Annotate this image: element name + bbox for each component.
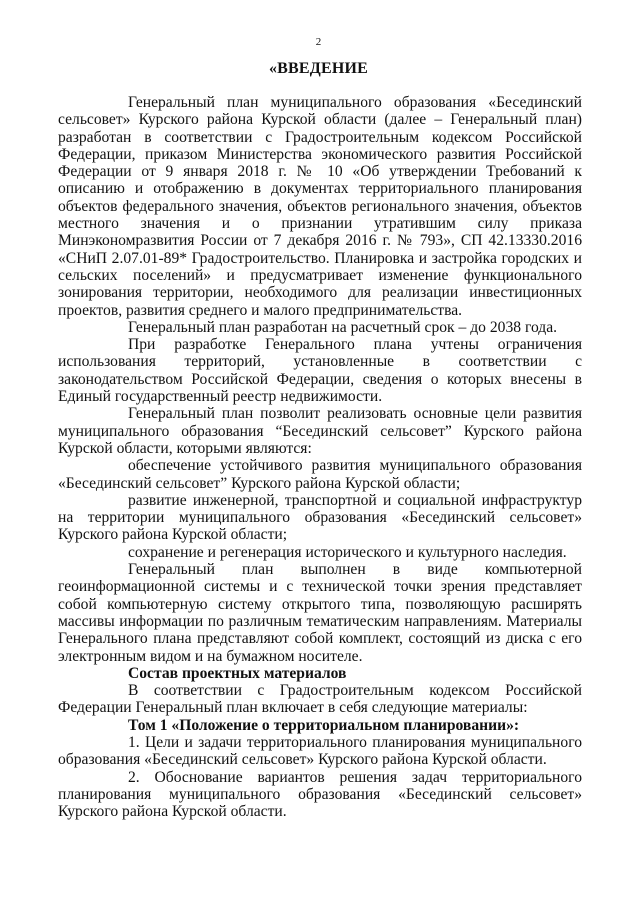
goal-item-heritage: сохранение и регенерация исторического и культурного наследия. (128, 543, 567, 561)
section-intro: В соответствии с Градостроительным кодексом Российской Федерации Генеральный план включает в себя следующие материалы: (58, 682, 582, 717)
document-body (58, 94, 582, 820)
goal-item-sustainable-development: обеспечение устойчивого развития муниципального образования «Бесединский сельсовет” Курского района Курской области; (58, 457, 582, 492)
paragraph-gis: Генеральный план выполнен в виде компьютерной геоинформационной системы и с технической точки зрения представляет собой компьютерную систему открытого типа, позволяющую расширять массивы информации по различным тематическим направлениям. Материалы Генерального плана представляют собой комплект, состоящий из диска с его электронным видом и на бумажном носителе. (58, 561, 582, 665)
document-title: «ВВЕДЕНИЕ (268, 60, 369, 77)
paragraph-restrictions: При разработке Генерального плана учтены ограничения использования территорий, установленные в соответствии с законодательством Российской Федерации, сведения о которых внесены в Единый государственный реестр недвижимости. (58, 336, 582, 406)
goal-item-infrastructure: развитие инженерной, транспортной и социальной инфраструктур на территории муниципального образования «Бесединский сельсовет» Курского района Курской области; (58, 491, 582, 544)
paragraph-goals: Генеральный план позволит реализовать основные цели развития муниципального образования “Бесединский сельсовет” Курского района Курской области, которыми являются: (58, 405, 582, 457)
paragraph-term: Генеральный план разработан на расчетный срок – до 2038 года. (128, 318, 558, 336)
volume-item-1: 1. Цели и задачи территориального планирования муниципального образования «Бесединский сельсовет» Курского района Курской области. (58, 733, 582, 769)
page-number: 2 (315, 36, 322, 48)
volume-item-2: 2. Обоснование вариантов решения задач территориального планирования муниципального образования «Бесединский сельсовет» Курского района Курской области. (58, 768, 582, 821)
volume-title: Том 1 «Положение о территориальном планировании»: (128, 716, 520, 734)
paragraph-intro: Генеральный план муниципального образования «Бесединский сельсовет» Курского района Курской области (далее – Генеральный план) разработан в соответствии с Градостроительным кодексом Российской Федерации, приказом Министерства экономического развития Российской Федерации от 9 января 2018 г. № 10 «Об утверждении Требований к описанию и отображению в документах территориального планирования объектов федерального значения, объектов регионального значения, объектов местного значения и о признании утратившим силу приказа Минэкономразвития России от 7 декабря 2016 г. № 793», СП 42.13330.2016 «СНиП 2.07.01-89* Градостроительство. Планировка и застройка городских и сельских поселений» и предусматривает изменение функционального зонирования территории, необходимого для реализации инвестиционных проектов, развития среднего и малого предпринимательства. (58, 94, 582, 319)
section-heading: Состав проектных материалов (128, 664, 347, 682)
